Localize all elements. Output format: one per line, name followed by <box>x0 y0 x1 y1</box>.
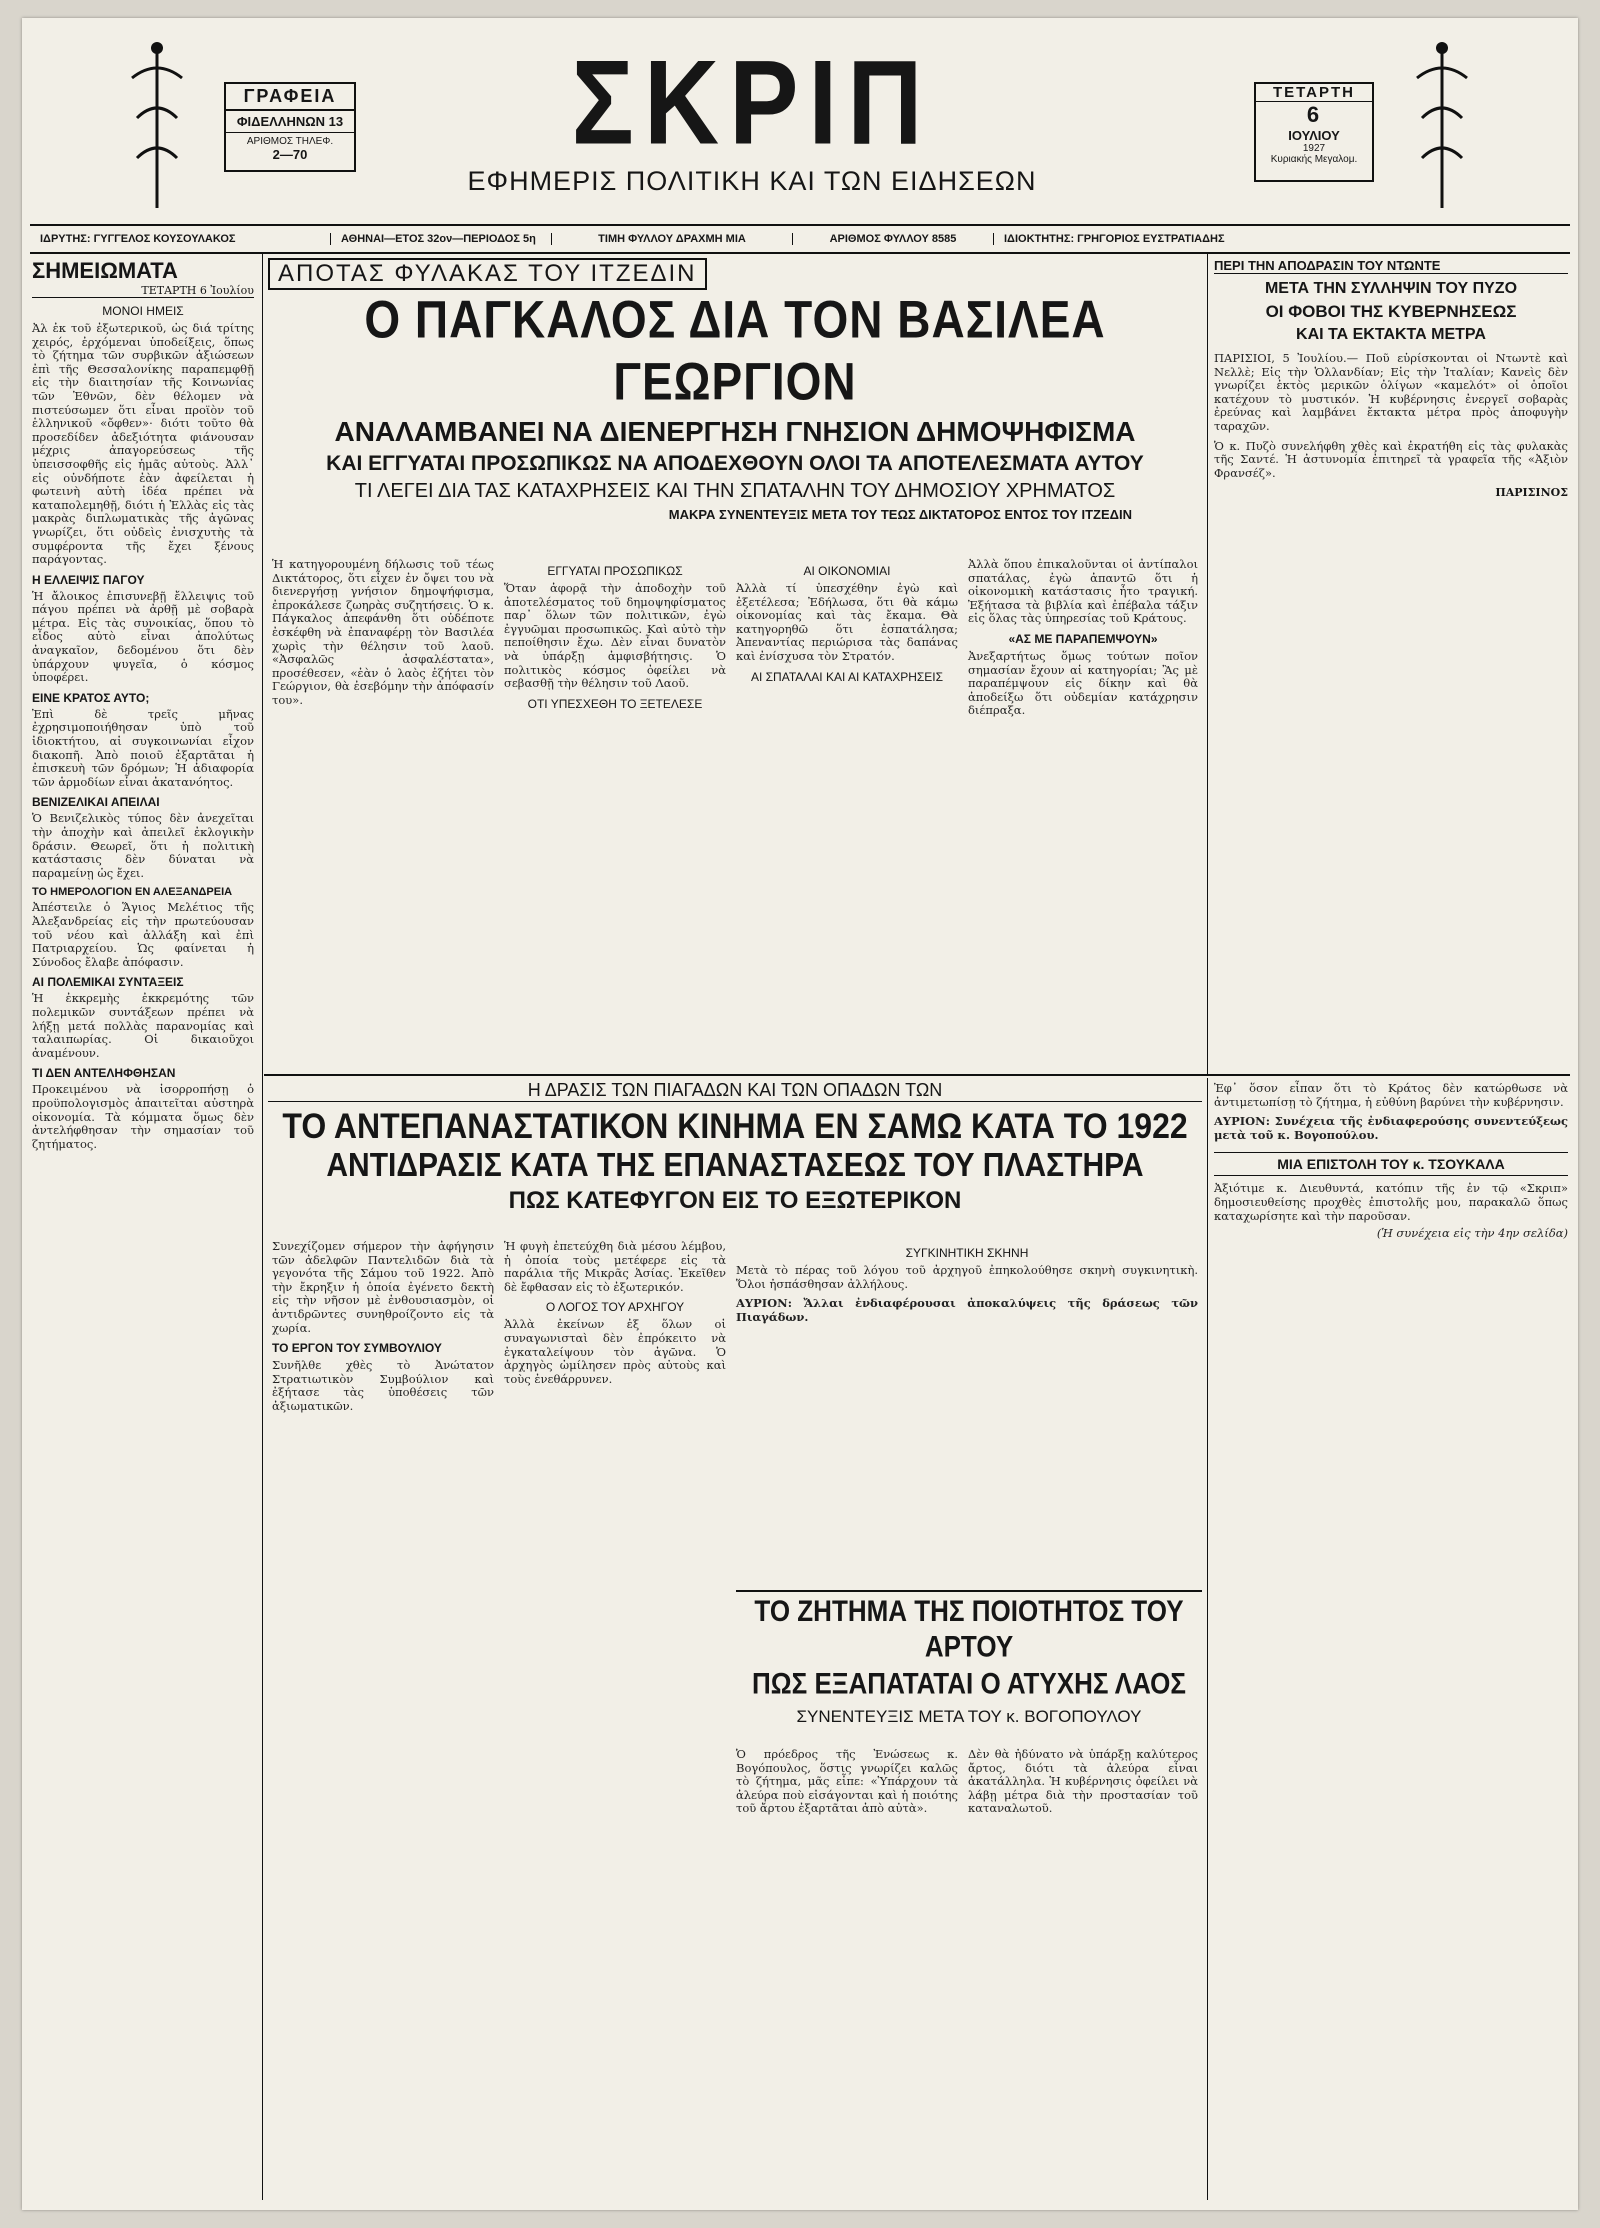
samos-headline-1: ΤΟ ΑΝΤΕΠΑΝΑΣΤΑΤΙΚΟΝ ΚΙΝΗΜΑ ΕΝ ΣΑΜΩ ΚΑΤΑ ΤΟ 1922 <box>282 1106 1188 1146</box>
letter-headline: ΜΙΑ ΕΠΙΣΤΟΛΗ ΤΟΥ κ. ΤΣΟΥΚΑΛΑ <box>1214 1152 1568 1176</box>
main-subhead-economies: ΑΙ ΟΙΚΟΝΟΜΙΑΙ <box>803 564 891 578</box>
bread-headline-1: ΤΟ ΖΗΤΗΜΑ ΤΗΣ ΠΟΙΟΤΗΤΟΣ ΤΟΥ ΑΡΤΟΥ <box>754 1593 1184 1664</box>
right-headline-2: ΟΙ ΦΟΒΟΙ ΤΗΣ ΚΥΒΕΡΝΗΣΕΩΣ <box>1265 302 1517 321</box>
main-col-3 <box>736 558 958 1068</box>
right-body-1: ΠΑΡΙΣΙΟΙ, 5 Ἰουλίου.— Ποῦ εὑρίσκονται οἱ Ντωντὲ καὶ Νελλὲ; Εἰς τὴν Ὁλλανδίαν; Εἰς τὴν Ἰταλίαν; Κανεὶς δὲν γνωρίζει ἐκτὸς μερικῶν ὀλίγων «καμελότ» οἱ ὁποῖοι κατέχουν τὸ μυστικόν. Ἡ κυβέρνησις ἐνεργεῖ σοβαρὰς ἐρεύνας καὶ λαμβάνει ἔκτακτα μέτρα πρὸς ἀποφυγὴν ταραχῶν. <box>1214 351 1568 433</box>
samos-body-4: Μετὰ τὸ πέρας τοῦ λόγου τοῦ ἀρχηγοῦ ἐπηκολούθησε σκηνὴ συγκινητικὴ. Ὅλοι ἠσπάσθησαν ἀλλήλους. <box>736 1263 1198 1291</box>
samos-subhead-scene: ΣΥΓΚΙΝΗΤΙΚΗ ΣΚΗΝΗ <box>905 1246 1029 1260</box>
letter-body: Ἀξιότιμε κ. Διευθυντά, κατόπιν τῆς ἐν τῷ «Σκριπ» δημοσιευθείσης προχθὲς ἐπιστολῆς μου, παρακαλῶ ὅπως καταχωρίσητε καὶ τὴν παροῦσαν. <box>1214 1181 1568 1223</box>
date-box <box>1254 82 1374 182</box>
column-body-1: Ἀλ ἐκ τοῦ ἐξωτερικοῦ, ὡς διά τρίτης χειρός, ἐρχόμεναι ὑποδείξεις, ὅπως τὸ ζήτημα τῶν συρβικῶν ἀξιώσεων ἐπὶ τῆς Θεσσαλονίκης παραπεμφθῇ εἰς τὴν διαιτησίαν τῆς Κοινωνίας τῶν Ἐθνῶν, δὲν θέλομεν νὰ πιστεύσωμεν ὅτι εἶναι προϊὸν τοῦ ἑλληνικοῦ «ὄφθεν»· διότι τοῦτο θὰ προσεδίδεν ἀδεξιότητα φιάνουσαν μέχρις ἀπαγορεύσεως τῆς ὑπεισσοφθῆς εἰς ἡμᾶς αὐτοὺς. Ἀλλ᾽ εἰς οὐνδήποτε ἐὰν ἀφείλεται ἡ φωτεινὴ αὐτὴ ἰδέα πρέπει νὰ καταπολεμηθῇ, διότι ἡ Ἑλλὰς εἰς τὰς μακρὰς διπλωματικὰς τῆς ἀγῶνας γνωρίζει, ὅτι οὐδεὶς ἐνισχυτὴς τὰ συμφέροντα τῆς ἔχει ξένους παράγοντας. <box>32 321 254 567</box>
main-body-1: Ἡ κατηγορουμένη δήλωσις τοῦ τέως Δικτάτορος, ὅτι εἶχεν ἐν ὄψει του νὰ διενεργήσῃ γνήσιον δημοψήφισμα, ἐπροκάλεσε ζωηρὰς συζητήσεις. Ὁ κ. Πάγκαλος ἀπεφάνθη ὅτι οὐδέποτε ἐσκέφθη νὰ ἐπαναφέρῃ τὸν Βασιλέα χωρὶς τὴν θέλησιν τοῦ λαοῦ. «Ἀσφαλῶς ἀσφαλέστατα», προσέθεσεν, «ἐὰν ὁ λαὸς ἐζήτει τὸν Γεώργιον, θὰ ἐσεβόμην τὴν ἀπόφασίν του». <box>272 557 494 707</box>
right-kicker: ΠΕΡΙ ΤΗΝ ΑΠΟΔΡΑΣΙΝ ΤΟΥ ΝΤΩΝΤΕ <box>1214 258 1568 274</box>
samos-subhead-council: ΤΟ ΕΡΓΟΝ ΤΟΥ ΣΥΜΒΟΥΛΙΟΥ <box>272 1341 442 1356</box>
issue-number: ΑΡΙΘΜΟΣ ΦΥΛΛΟΥ 8585 <box>793 233 994 245</box>
office-address: ΦΙΔΕΛΛΗΝΩΝ 13 <box>226 111 354 133</box>
edition: ΑΘΗΝΑΙ—ΕΤΟΣ 32ον—ΠΕΡΙΟΔΟΣ 5η <box>331 233 552 245</box>
main-story-head <box>268 258 1202 522</box>
right-byline: ΠΑΡΙΣΙΝΟΣ <box>1495 486 1568 500</box>
bread-body-2: Δὲν θὰ ἠδύνατο νὰ ὑπάρξῃ καλύτερος ἄρτος, διότι τὰ ἀλεύρα εἶναι ἀκατάλληλα. Ἡ κυβέρνησις ὀφείλει νὰ λάβῃ μέτρα διὰ τὴν προστασίαν τοῦ καταναλωτοῦ. <box>968 1747 1198 1816</box>
samos-body-1b: Συνῆλθε χθὲς τὸ Ἀνώτατον Στρατιωτικὸν Συμβούλιον καὶ ἐξήτασε τὰς ὑποθέσεις τῶν ἀξιωματικῶν. <box>272 1358 494 1413</box>
column-body-4: Ὁ Βενιζελικὸς τύπος δὲν ἀνεχεῖται τὴν ἀποχὴν καὶ ἀπειλεῖ ἐκλογικὴν δράσιν. Θεωρεῖ, ὅτι ἡ πολιτικὴ κατάστασις δὲν δύναται νὰ παραμείνῃ ὡς ἔχει. <box>32 811 254 880</box>
office-title: ΓΡΑΦΕΙΑ <box>226 84 354 111</box>
samos-body-3: Ἀλλὰ ἐκείνων ἐξ ὅλων οἱ συναγωνισταὶ δὲν ἐπρόκειτο νὰ ἐγκαταλείψουν τὸν ἀγῶνα. Ὁ ἀρχηγὸς ὡμίλησεν πρὸς αὐτοὺς καὶ τοὺς ἐνεθάρρυνεν. <box>504 1317 726 1386</box>
bread-col-1 <box>736 1748 958 2198</box>
samos-col-3 <box>736 1240 1198 1560</box>
column-subtitle: ΜΟΝΟΙ ΗΜΕΙΣ <box>102 304 184 318</box>
subhead-pensions: ΑΙ ΠΟΛΕΜΙΚΑΙ ΣΥΝΤΑΞΕΙΣ <box>32 975 184 990</box>
samos-next: ΑΥΡΙΟΝ: Ἄλλαι ἐνδιαφέρουσαι ἀποκαλύψεις τῆς δράσεως τῶν Πιαγάδων. <box>736 1296 1198 1324</box>
column-body-5: Ἀπέστειλε ὁ Ἅγιος Μελέτιος τῆς Ἀλεξανδρείας εἰς τὴν πρωτεύουσαν τοῦ νέου καὶ ἀλλάξη καὶ ἐπὶ Πατριαρχείου. Ὡς φαίνεται ἡ Σύνοδος ἔλαβε ἀπόφασιν. <box>32 900 254 969</box>
date-month: ΙΟΥΛΙΟΥ <box>1288 128 1340 143</box>
bread-headline-2: ΠΩΣ ΕΞΑΠΑΤΑΤΑΙ Ο ΑΤΥΧΗΣ ΛΑΟΣ <box>752 1665 1186 1701</box>
main-subhead-refer: «ΑΣ ΜΕ ΠΑΡΑΠΕΜΨΟΥΝ» <box>1008 631 1158 646</box>
date-day: ΤΕΤΑΡΤΗ <box>1256 84 1372 102</box>
samos-kicker: Η ΔΡΑΣΙΣ ΤΩΝ ΠΙΑΓΑΔΩΝ ΚΑΙ ΤΩΝ ΟΠΑΔΩΝ ΤΩΝ <box>268 1080 1202 1102</box>
samos-headline-2: ΑΝΤΙΔΡΑΣΙΣ ΚΑΤΑ ΤΗΣ ΕΠΑΝΑΣΤΑΣΕΩΣ ΤΟΥ ΠΛΑΣΤΗΡΑ <box>326 1147 1144 1184</box>
letter-continued: (Ἡ συνέχεια εἰς τὴν 4ην σελίδα) <box>1376 1226 1568 1241</box>
main-body-4b: Ἀνεξαρτήτως ὅμως τούτων ποῖον σημασίαν ἔχουν αἱ κατηγορίαι; Ἂς μὲ παραπέμψουν εἰς δίκην καὶ θὰ ἀποδείξω ὅτι οὐδεμίαν κατάχρησιν διέπραξα. <box>968 648 1198 718</box>
subhead-venizelist: ΒΕΝΙΖΕΛΙΚΑΙ ΑΠΕΙΛΑΙ <box>32 795 160 810</box>
bread-head <box>736 1593 1202 1738</box>
right-body-2: Ὁ κ. Πυζὸ συνελήφθη χθὲς καὶ ἐκρατήθη εἰς τὰς φυλακὰς τῆς Σαντέ. Ἡ ἀστυνομία ἐπιτηρεῖ τὰ γραφεῖα τῆς «Ἀξιὸν Φρανσέζ». <box>1214 438 1568 480</box>
office-box <box>224 82 356 172</box>
main-deck-1: ΑΝΑΛΑΜΒΑΝΕΙ ΝΑ ΔΙΕΝΕΡΓΗΣΗ ΓΝΗΣΙΟΝ ΔΗΜΟΨΗΦΙΣΜΑ <box>334 416 1136 447</box>
right-headline-1: ΜΕΤΑ ΤΗΝ ΣΥΛΛΗΨΙΝ ΤΟΥ ΠΥΖΟ <box>1264 280 1518 297</box>
samos-col-1 <box>272 1240 494 2198</box>
bread-col-2 <box>968 1748 1198 2198</box>
right-ornament <box>1407 38 1477 218</box>
date-number: 6 <box>1306 102 1322 127</box>
bottom-right-body: Ἐφ᾽ ὅσον εἶπαν ὅτι τὸ Κράτος δὲν κατώρθωσε νὰ ἀντιμετωπίσῃ τὸ ζήτημα, ἡ εὐθύνη βαρύνει τὴν κυβέρνησιν. <box>1214 1081 1568 1109</box>
column-body-2: Ἡ ἄλοικος ἐπισυνεβῇ ἔλλειψις τοῦ πάγου πρέπει νὰ ἀρθῇ μὲ σοβαρὰ μέτρα. Εἰς τὰς συνοικίας, ὅπου τὸ εἶδος αὐτὸ εἶναι ἀπολύτως ἀναγκαῖον, δεδομένου ὅτι δὲν ὑπάρχουν ψυγεῖα, ὁ κόσμος ὑποφέρει. <box>32 588 254 685</box>
owner: ΙΔΙΟΚΤΗΤΗΣ: ΓΡΗΓΟΡΙΟΣ ΕΥΣΤΡΑΤΙΑΔΗΣ <box>1004 233 1225 245</box>
masthead-subtitle: ΕΦΗΜΕΡΙΣ ΠΟΛΙΤΙΚΗ ΚΑΙ ΤΩΝ ΕΙΔΗΣΕΩΝ <box>467 166 1037 196</box>
bottom-right-column <box>1214 1082 1568 2198</box>
info-bar <box>30 224 1570 254</box>
column-body-6: Ἡ ἐκκρεμὴς ἐκκρεμότης τῶν πολεμικῶν συντάξεων πρέπει νὰ λήξῃ μετά πολλὰς παρανομίας καὶ ταλαιπωρίας. Οἱ δικαιοῦχοι ἀναμένουν. <box>32 991 254 1060</box>
main-col-1 <box>272 558 494 1068</box>
date-saint: Κυριακής Μεγαλομ. <box>1270 154 1358 165</box>
subhead-ice: Η ΕΛΛΕΙΨΙΣ ΠΑΓΟΥ <box>32 572 145 587</box>
samos-head <box>268 1080 1202 1230</box>
subhead-calendar: ΤΟ ΗΜΕΡΟΛΟΓΙΟΝ ΕΝ ΑΛΕΞΑΝΔΡΕΙΑ <box>32 886 233 899</box>
samos-col-2 <box>504 1240 726 2198</box>
column-title: ΣΗΜΕΙΩΜΑΤΑ <box>32 258 178 283</box>
phone-number: 2—70 <box>272 147 308 162</box>
subhead-state: ΕΙΝΕ ΚΡΑΤΟΣ ΑΥΤΟ; <box>32 690 150 705</box>
date-year: 1927 <box>1302 143 1326 154</box>
main-body-4: Ἀλλὰ ὅπου ἐπικαλοῦνται οἱ ἀντίπαλοι σπατάλας, ἐγὼ ἀπαντῶ ὅτι ἡ οἰκονομικὴ κατάστασις ἦτο τραγική. Ἐξήτασα τὰ βιβλία καὶ ἐπέβαλα τάξιν εἰς ὅλας τὰς ὑπηρεσίας τοῦ Κράτους. <box>968 557 1198 626</box>
main-kicker: ΑΠΟΤΑΣ ΦΥΛΑΚΑΣ ΤΟΥ ΙΤΖΕΔΙΝ <box>268 258 707 290</box>
main-deck-2: ΚΑΙ ΕΓΓΥΑΤΑΙ ΠΡΟΣΩΠΙΚΩΣ ΝΑ ΑΠΟΔΕΧΘΟΥΝ ΟΛΟΙ ΤΑ ΑΠΟΤΕΛΕΣΜΑΤΑ ΑΥΤΟΥ <box>326 452 1144 475</box>
samos-body-1: Συνεχίζομεν σήμερον τὴν ἀφήγησιν τῶν ἀδελφῶν Παντελιδῶν διὰ τὰ γεγονότα τῆς Σάμου τοῦ 1922. Ἀπὸ τὴν ἔκρηξιν ἡ ὁποία ἐγένετο δεκτὴ εἰς τὴν νῆσον μὲ ἐνθουσιασμὸν, οἱ ἀντιδρῶντες συνηθροίζοντο εἰς τὰ χωρία. <box>272 1239 494 1335</box>
main-body-2: Ὅταν ἀφορᾷ τὴν ἀποδοχὴν τοῦ ἀποτελέσματος τοῦ δημοψηφίσματος παρ᾽ ὅλων τῶν πολιτικῶν, ἐγὼ ἐγγυῶμαι προσωπικῶς. Καὶ αὐτὸ τὴν πεποίθησιν ἔχω. Δὲν εἶναι δυνατὸν νὰ ὑπάρξῃ ἀμφισβήτησις. Ὁ πολιτικὸς κόσμος ὀφείλει νὰ σεβασθῇ τὴν θέλησιν τοῦ Λαοῦ. <box>504 581 726 691</box>
bread-headline-3: ΣΥΝΕΝΤΕΥΞΙΣ ΜΕΤΑ ΤΟΥ κ. ΒΟΓΟΠΟΥΛΟΥ <box>796 1707 1142 1726</box>
bottom-right-next: ΑΥΡΙΟΝ: Συνέχεια τῆς ἐνδιαφερούσης συνεντεύξεως μετὰ τοῦ κ. Βογοπούλου. <box>1214 1114 1568 1142</box>
column-body-7: Προκειμένου νὰ ἰσορροπήσῃ ὁ προϋπολογισμὸς ἀπαιτεῖται αὐστηρὰ οἰκονομία. Τὰ κόμματα ὅμως δὲν ἀντελήφθησαν τὴν σημασίαν τοῦ ζητήματος. <box>32 1082 254 1151</box>
right-headline-3: ΚΑΙ ΤΑ ΕΚΤΑΚΤΑ ΜΕΤΡΑ <box>1296 326 1486 343</box>
newspaper-page <box>22 18 1578 2210</box>
bread-body-1: Ὁ πρόεδρος τῆς Ἐνώσεως κ. Βογόπουλος, ὅστις γνωρίζει καλῶς τὸ ζήτημα, μᾶς εἶπε: «Ὑπάρχουν τὰ ἀλεύρα ποὺ εἰσάγονται καὶ ἡ ποιότης τοῦ ἄρτου ἐξαρτᾶται ἀπὸ αὐτὰ». <box>736 1747 958 1816</box>
main-headline: Ο ΠΑΓΚΑΛΟΣ ΔΙΑ ΤΟΝ ΒΑΣΙΛΕΑ ΓΕΩΡΓΙΟΝ <box>364 289 1106 411</box>
main-subhead-promised: ΟΤΙ ΥΠΕΣΧΕΘΗ ΤΟ ΞΕΤΕΛΕΣΕ <box>527 696 703 711</box>
column-dateline: ΤΕΤΑΡΤΗ 6 Ἰουλίου <box>32 284 254 298</box>
main-deck-4: ΜΑΚΡΑ ΣΥΝΕΝΤΕΥΞΙΣ ΜΕΤΑ ΤΟΥ ΤΕΩΣ ΔΙΚΤΑΤΟΡΟΣ ΕΝΤΟΣ ΤΟΥ ΙΤΖΕΔΙΝ <box>668 507 1132 522</box>
main-subhead-guarantees: ΕΓΓΥΑΤΑΙ ΠΡΟΣΩΠΙΚΩΣ <box>547 564 683 578</box>
column-body-3: Ἐπὶ δὲ τρεῖς μῆνας ἐχρησιμοποιήθησαν ὑπὸ τοῦ ἰδιοκτήτου, αἱ συγκοινωνίαι εἶχον διακοπῆ. Ἀπὸ ποιοῦ ἐξαρτᾶται ἡ ἐπισκευὴ τῶν δρόμων; Ἡ ἀδιαφορία τῶν ἁρμοδίων εἶναι ἀκατανόητος. <box>32 706 254 789</box>
masthead-logo: ΣΚΡΙΠ <box>571 36 933 170</box>
price: ΤΙΜΗ ΦΥΛΛΟΥ ΔΡΑΧΜΗ ΜΙΑ <box>552 233 793 245</box>
main-body-3: Ἀλλὰ τί ὑπεσχέθην ἐγὼ καὶ ἐξετέλεσα; Ἐδήλωσα, ὅτι θὰ κάμω οἰκονομίας καὶ τὰς ἔκαμα. Θὰ κατηγορηθῶ ὅτι ἐσπατάλησα; Ἀπεναντίας περιώρισα τὰς δαπάνας καὶ ἐνίσχυσα τὸν Στρατόν. <box>736 581 958 663</box>
main-col-4 <box>968 558 1198 1068</box>
main-subhead-wastes: ΑΙ ΣΠΑΤΑΛΑΙ ΚΑΙ ΑΙ ΚΑΤΑΧΡΗΣΕΙΣ <box>750 669 944 684</box>
founder: ΙΔΡΥΤΗΣ: ΓΥΓΓΕΛΟΣ ΚΟΥΣΟΥΛΑΚΟΣ <box>30 233 331 245</box>
main-deck-3: ΤΙ ΛΕΓΕΙ ΔΙΑ ΤΑΣ ΚΑΤΑΧΡΗΣΕΙΣ ΚΑΙ ΤΗΝ ΣΠΑΤΑΛΗΝ ΤΟΥ ΔΗΜΟΣΙΟΥ ΧΡΗΜΑΤΟΣ <box>354 480 1116 502</box>
phone-label: ΑΡΙΘΜΟΣ ΤΗΛΕΦ. <box>246 136 334 147</box>
samos-subhead-speech: Ο ΛΟΓΟΣ ΤΟΥ ΑΡΧΗΓΟΥ <box>545 1300 685 1315</box>
left-column <box>32 258 254 2198</box>
samos-headline-3: ΠΩΣ ΚΑΤΕΦΥΓΟΝ ΕΙΣ ΤΟ ΕΞΩΤΕΡΙΚΟΝ <box>508 1187 962 1214</box>
right-column <box>1214 258 1568 1068</box>
samos-body-2: Ἡ φυγὴ ἐπετεύχθη διὰ μέσου λέμβου, ἡ ὁποία τοὺς μετέφερε εἰς τὰ παράλια τῆς Μικρᾶς Ἀσίας. Ἐκεῖθεν δὲ ἔφθασαν εἰς τὸ ἐξωτερικόν. <box>504 1239 726 1294</box>
main-col-2 <box>504 558 726 1068</box>
left-ornament <box>122 38 192 218</box>
subhead-not-perceived: ΤΙ ΔΕΝ ΑΝΤΕΛΗΦΘΗΣΑΝ <box>32 1066 176 1081</box>
